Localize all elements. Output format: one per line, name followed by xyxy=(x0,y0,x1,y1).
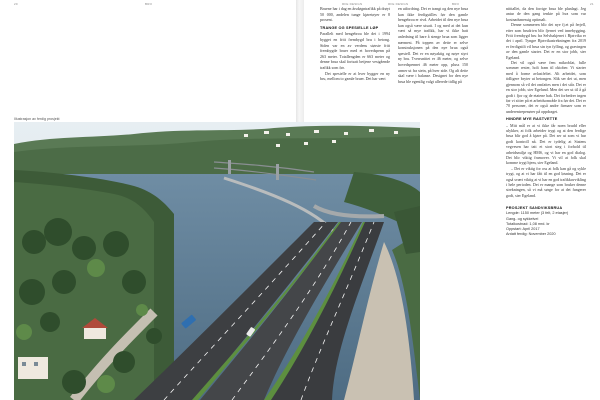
article-column-3 xyxy=(506,6,586,237)
paragraph: Denne sommeren blir det nye fj.et på ferjell, etter som brudrivn blir fjernet ved innebygging. Fritt frembygd bru fra Selvhakjenet i Bjørvika er det i april. Tyngre Bjørvikastrekningen fra 2019 er ferdigstilt vil brua sin tyn fylling, og gravingen av den gamle starter. Det er en stor jobb, sier Egeland. xyxy=(506,22,586,60)
article-column-2 xyxy=(398,6,468,84)
article-column-1 xyxy=(320,6,390,82)
paragraph: Bruene har i dag en årsdøgntrafikk på drøyt 50 000, andelen tunge kjøretøyer er 8 prosent. xyxy=(320,6,390,23)
fact-line: Antatt ferdig: November 2020 xyxy=(506,232,556,237)
paragraph: nitttallet, da den forrige brua ble planlagt. Jeg antar de den gang tenkte på hva som var kostnadsmessig optimalt. xyxy=(506,6,586,22)
right-folio-label-2: RFE DESIGN xyxy=(388,2,409,6)
paragraph: Det spesielle er at hver bygger en ny bru, mellom to gamle bruer. Det har vært xyxy=(320,70,390,82)
section-heading: HINDRE MYE RASTVETTE xyxy=(506,117,558,122)
paragraph: – Det er viktig for oss at folk kan gå og sykle trygt, og at vi har fått til en god løsning. Det er også svært viktig at vi har en god trafikkavvikling i hele perioden. Det er mange som bruker denne strekningen, så vi må sørge for at det fungerer godt, sier Egeland. xyxy=(506,165,586,198)
right-folio-label-3: BRO xyxy=(452,2,460,6)
left-folio-label: BRO xyxy=(145,2,153,6)
photo-caption: Illustrasjon av ferdig prosjekt xyxy=(14,117,60,121)
fact-line: Oppstart: April 2017 xyxy=(506,227,540,232)
left-folio-number: 20 xyxy=(14,2,18,6)
paragraph: Parallelt med hengebroa ble det i 1994 bygget en fritt frembygd bru i betong. Siden var en av verdens største fritt frembygde bruer med et hovedspenn på 263 meter. Totallengden er 663 meter og denne brua skal fortsatt betjene vestgående trafikk som før. xyxy=(320,31,390,70)
section-heading: TRANGE OG SPESIELLE LØP xyxy=(320,25,379,30)
fact-line: Totalkostnad: 1,08 mrd. kr xyxy=(506,221,550,226)
paragraph: – Mitt mål er at vi ikke får noen brudd eller ulykker, at folk arbeider trygt og at den ferdige brua blir god å kjøre på. Det ser ut som vi har godt kontroll nå. Det er tydelig at Statens vegvesen har tatt et stort steg i forhold til arbeidsmiljø og HMS, og vi har en god dialog. Det blir viktig framover. Vi vil at folk skal komme trygt hjem, sier Egeland. xyxy=(506,122,586,166)
fact-box xyxy=(506,206,586,237)
paragraph: en utfordring. Det er trangt og den nye brua kan ikke ferdigstilles før den gamle hengebroa er rivd. Arbeidet til den nye brua kan også være utsatt. I og med at det kun vært så mye trafikk, har vi ikke hatt anledning til bare å stenge brua som ligger nærmest. På toppen av dette er selve konstruksjonen på den nye brua også spesiell. Det er en nøyaktig og nøye styrt ny bru. Tverrsnittet er 46 meter, og selve hovedspennet 46 meter opp, pluss 150 armer ut fra stein, på hver side. Og alt dette skal være i balanse. Designet for den nye brua ble egentlig valgt allerede tidlig på xyxy=(398,6,468,84)
fact-line: Lengde: 1150 meter (3 felt, 2 etasjer) xyxy=(506,211,569,216)
right-folio-number: 21 xyxy=(590,2,594,6)
fact-box-heading: PROSJEKT SANDVIKSBRUA xyxy=(506,206,563,211)
fact-line: Gang- og sykkelvei xyxy=(506,216,539,221)
paragraph: Det vil også være fem mikroblat, fulle sommer rester, holt fram til oktober. Vi starter med å forme avlastfeltet. Alt arbeidet, som tidligere bryter ut betongen. Slik ser det ut, men gjennom så vil det omfattes men i det står. Det er en stor jobb, sier Egeland. Men det ser ut til å gå godt i fjor og de etatene bak. Det forbedrer ingen før vi sitter på et arbeidsområde fra før det. Det er 70 personer, det er også andre firmaer som er underentrepenører på oppdraget. xyxy=(506,60,586,114)
bridge-illustration xyxy=(14,122,420,400)
right-folio-label-1: RFE DESIGN xyxy=(342,2,363,6)
